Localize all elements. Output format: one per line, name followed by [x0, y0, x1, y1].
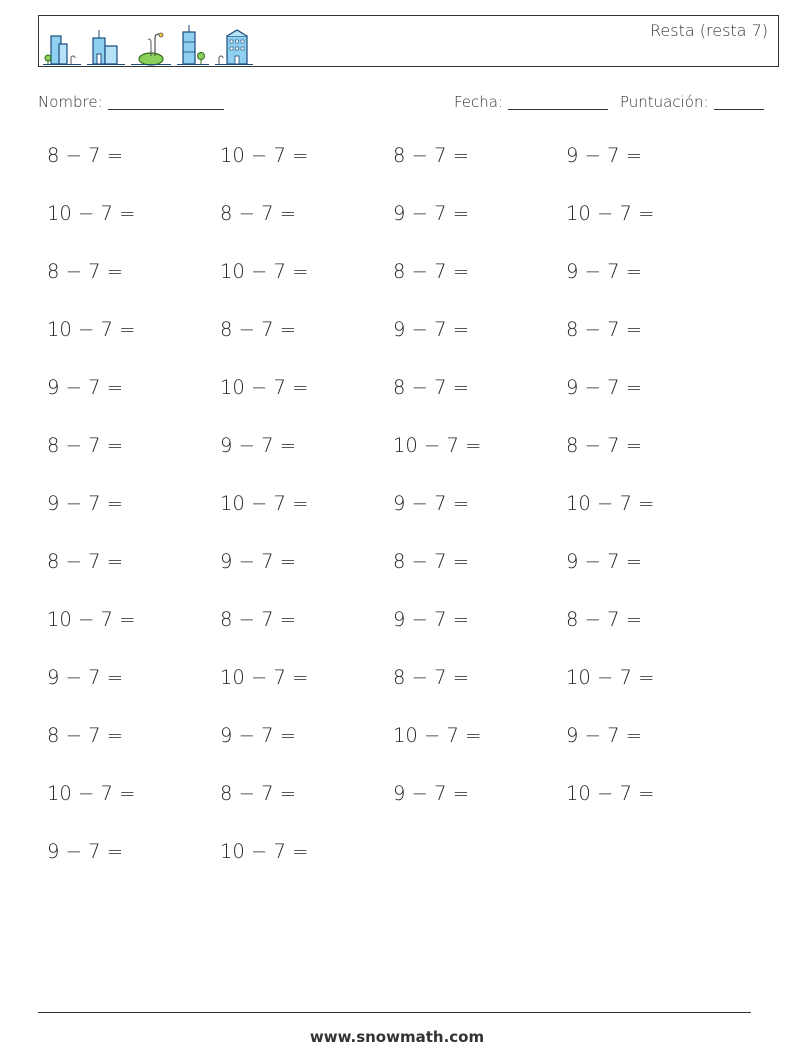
problem-item: 9 − 7 = [566, 724, 643, 747]
name-field [38, 93, 224, 111]
problem-item: 9 − 7 = [566, 550, 643, 573]
problem-item: 8 − 7 = [393, 144, 470, 167]
problem-item: 9 − 7 = [220, 724, 297, 747]
problem-item: 10 − 7 = [393, 724, 482, 747]
problem-item: 9 − 7 = [566, 260, 643, 283]
problem-item: 10 − 7 = [220, 666, 309, 689]
problem-item: 8 − 7 = [220, 608, 297, 631]
problem-item: 10 − 7 = [47, 318, 136, 341]
problem-item: 8 − 7 = [220, 318, 297, 341]
problem-item: 9 − 7 = [566, 144, 643, 167]
problem-item: 9 − 7 = [220, 434, 297, 457]
problem-item: 8 − 7 = [47, 260, 124, 283]
problem-item: 10 − 7 = [47, 202, 136, 225]
problem-item: 10 − 7 = [220, 260, 309, 283]
problem-item: 8 − 7 = [220, 782, 297, 805]
date-field [454, 93, 608, 111]
problem-item: 8 − 7 = [47, 550, 124, 573]
problem-item: 8 − 7 = [566, 434, 643, 457]
date-label: Fecha: [454, 93, 504, 111]
problem-item: 10 − 7 = [47, 782, 136, 805]
problem-item: 10 − 7 = [47, 608, 136, 631]
problem-item: 8 − 7 = [393, 376, 470, 399]
name-blank[interactable] [108, 109, 224, 110]
footer-divider [38, 1012, 751, 1013]
problem-item: 8 − 7 = [393, 550, 470, 573]
problem-item: 9 − 7 = [220, 550, 297, 573]
problem-item: 9 − 7 = [566, 376, 643, 399]
problem-item: 8 − 7 = [220, 202, 297, 225]
problem-item: 10 − 7 = [566, 666, 655, 689]
footer-url: www.snowmath.com [309, 1028, 485, 1046]
problem-item: 9 − 7 = [393, 608, 470, 631]
problem-item: 10 − 7 = [220, 376, 309, 399]
name-label: Nombre: [38, 93, 103, 111]
problem-item: 9 − 7 = [47, 840, 124, 863]
problem-item: 9 − 7 = [393, 318, 470, 341]
park-lamp-icon [131, 26, 171, 66]
score-label: Puntuación: [620, 93, 709, 111]
apartment-building-icon [215, 26, 253, 66]
problem-item: 9 − 7 = [393, 782, 470, 805]
problem-item: 8 − 7 = [47, 434, 124, 457]
problem-item: 10 − 7 = [393, 434, 482, 457]
icon-strip [43, 20, 259, 66]
score-blank[interactable] [714, 109, 764, 110]
date-blank[interactable] [508, 109, 608, 110]
skyscraper-icon [177, 24, 209, 66]
buildings-icon [43, 26, 81, 66]
problem-item: 10 − 7 = [566, 202, 655, 225]
header-box [38, 15, 779, 67]
problem-item: 8 − 7 = [566, 318, 643, 341]
problem-item: 9 − 7 = [47, 492, 124, 515]
problem-item: 8 − 7 = [47, 724, 124, 747]
problem-item: 8 − 7 = [393, 666, 470, 689]
problem-item: 8 − 7 = [393, 260, 470, 283]
score-field [620, 93, 764, 111]
office-tower-icon [87, 26, 125, 66]
problem-item: 8 − 7 = [47, 144, 124, 167]
worksheet-title: Resta (resta 7) [650, 21, 768, 40]
problem-item: 10 − 7 = [220, 840, 309, 863]
problem-item: 10 − 7 = [220, 492, 309, 515]
problem-item: 10 − 7 = [566, 782, 655, 805]
problem-item: 9 − 7 = [47, 376, 124, 399]
problem-item: 9 − 7 = [47, 666, 124, 689]
problem-item: 9 − 7 = [393, 492, 470, 515]
problem-item: 8 − 7 = [566, 608, 643, 631]
problem-item: 10 − 7 = [220, 144, 309, 167]
problem-item: 10 − 7 = [566, 492, 655, 515]
problem-item: 9 − 7 = [393, 202, 470, 225]
